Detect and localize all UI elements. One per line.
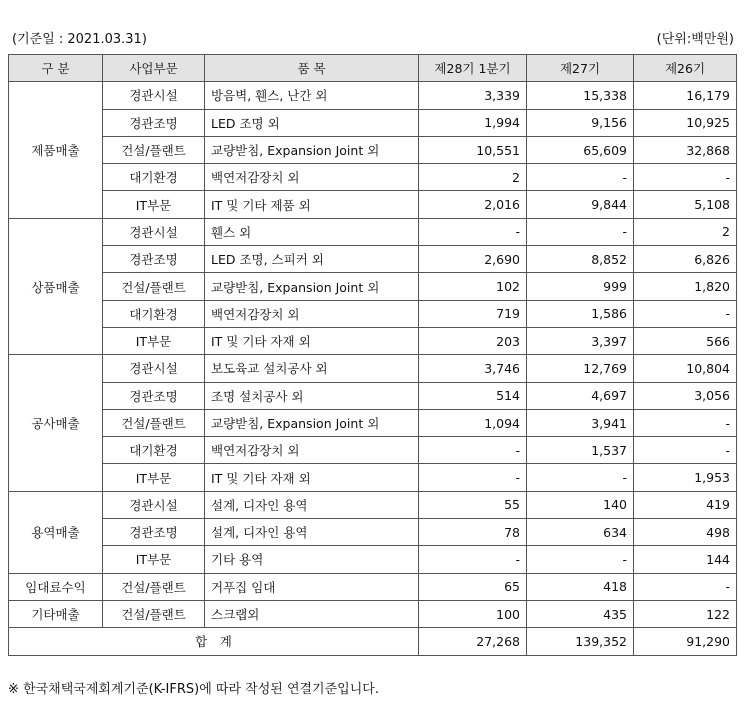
value-27-cell: 65,609 <box>527 136 634 163</box>
table-row <box>9 600 737 627</box>
value-28q1-cell: 719 <box>419 300 527 327</box>
item-cell: 조명 설치공사 외 <box>205 382 419 409</box>
total-row <box>9 628 737 655</box>
value-26-cell: - <box>634 573 737 600</box>
table-row <box>9 382 737 409</box>
division-cell: 경관시설 <box>103 491 205 518</box>
division-cell: 경관시설 <box>103 82 205 109</box>
item-cell: LED 조명, 스피커 외 <box>205 246 419 273</box>
col-header-period-27: 제27기 <box>527 55 634 82</box>
table-row <box>9 437 737 464</box>
value-28q1-cell: 10,551 <box>419 136 527 163</box>
division-cell: 경관조명 <box>103 382 205 409</box>
value-26-cell: 32,868 <box>634 136 737 163</box>
value-27-cell: 3,941 <box>527 409 634 436</box>
value-28q1-cell: 2 <box>419 164 527 191</box>
item-cell: IT 및 기타 제품 외 <box>205 191 419 218</box>
table-row <box>9 218 737 245</box>
division-cell: 건설/플랜트 <box>103 273 205 300</box>
item-cell: IT 및 기타 자재 외 <box>205 327 419 354</box>
table-row <box>9 464 737 491</box>
value-28q1-cell: 65 <box>419 573 527 600</box>
value-27-cell: 999 <box>527 273 634 300</box>
division-cell: 건설/플랜트 <box>103 600 205 627</box>
value-27-cell: 634 <box>527 519 634 546</box>
table-row <box>9 246 737 273</box>
value-27-cell: 9,156 <box>527 109 634 136</box>
division-cell: 경관시설 <box>103 218 205 245</box>
table-row <box>9 136 737 163</box>
value-26-cell: - <box>634 300 737 327</box>
table-header <box>9 55 737 82</box>
value-26-cell: 5,108 <box>634 191 737 218</box>
item-cell: 교량받침, Expansion Joint 외 <box>205 273 419 300</box>
value-26-cell: 16,179 <box>634 82 737 109</box>
value-27-cell: 1,586 <box>527 300 634 327</box>
category-cell: 용역매출 <box>9 491 103 573</box>
col-header-period-28q1: 제28기 1분기 <box>419 55 527 82</box>
table-row <box>9 327 737 354</box>
item-cell: 보도육교 설치공사 외 <box>205 355 419 382</box>
division-cell: 대기환경 <box>103 164 205 191</box>
item-cell: 기타 용역 <box>205 546 419 573</box>
division-cell: 건설/플랜트 <box>103 136 205 163</box>
value-26-cell: 1,820 <box>634 273 737 300</box>
unit-label: (단위:백만원) <box>656 32 734 47</box>
division-cell: 대기환경 <box>103 300 205 327</box>
value-28q1-cell: 102 <box>419 273 527 300</box>
value-27-cell: 1,537 <box>527 437 634 464</box>
item-cell: 방음벽, 휀스, 난간 외 <box>205 82 419 109</box>
footnote: ※ 한국채택국제회계기준(K-IFRS)에 따라 작성된 연결기준입니다. <box>8 682 379 697</box>
value-28q1-cell: 3,339 <box>419 82 527 109</box>
item-cell: 휀스 외 <box>205 218 419 245</box>
value-26-cell: 2 <box>634 218 737 245</box>
value-27-cell: 4,697 <box>527 382 634 409</box>
category-cell: 상품매출 <box>9 218 103 354</box>
value-28q1-cell: 2,690 <box>419 246 527 273</box>
table-row <box>9 300 737 327</box>
value-27-cell: 435 <box>527 600 634 627</box>
item-cell: 백연저감장치 외 <box>205 300 419 327</box>
table-row <box>9 409 737 436</box>
category-cell: 공사매출 <box>9 355 103 491</box>
value-27-cell: 3,397 <box>527 327 634 354</box>
value-28q1-cell: 2,016 <box>419 191 527 218</box>
division-cell: 경관조명 <box>103 109 205 136</box>
table-row <box>9 546 737 573</box>
value-26-cell: 6,826 <box>634 246 737 273</box>
total-label: 합 계 <box>9 628 419 655</box>
division-cell: 경관조명 <box>103 519 205 546</box>
item-cell: IT 및 기타 자재 외 <box>205 464 419 491</box>
value-27-cell: 8,852 <box>527 246 634 273</box>
value-28q1-cell: - <box>419 218 527 245</box>
value-28q1-cell: 55 <box>419 491 527 518</box>
value-27-cell: - <box>527 164 634 191</box>
item-cell: 교량받침, Expansion Joint 외 <box>205 409 419 436</box>
header-row <box>9 55 737 82</box>
item-cell: 설계, 디자인 용역 <box>205 491 419 518</box>
table-body <box>9 82 737 628</box>
division-cell: IT부문 <box>103 464 205 491</box>
division-cell: 건설/플랜트 <box>103 409 205 436</box>
col-header-period-26: 제26기 <box>634 55 737 82</box>
item-cell: LED 조명 외 <box>205 109 419 136</box>
value-28q1-cell: 100 <box>419 600 527 627</box>
total-q28: 27,268 <box>419 628 527 655</box>
division-cell: 경관조명 <box>103 246 205 273</box>
category-cell: 임대료수익 <box>9 573 103 600</box>
value-26-cell: - <box>634 409 737 436</box>
total-y26: 91,290 <box>634 628 737 655</box>
base-date: (기준일 : 2021.03.31) <box>12 32 147 47</box>
division-cell: 대기환경 <box>103 437 205 464</box>
sales-table <box>8 54 737 656</box>
value-26-cell: 10,804 <box>634 355 737 382</box>
value-28q1-cell: - <box>419 464 527 491</box>
value-26-cell: 498 <box>634 519 737 546</box>
value-26-cell: 122 <box>634 600 737 627</box>
value-27-cell: - <box>527 546 634 573</box>
value-26-cell: 10,925 <box>634 109 737 136</box>
value-28q1-cell: - <box>419 546 527 573</box>
value-26-cell: - <box>634 437 737 464</box>
value-28q1-cell: 3,746 <box>419 355 527 382</box>
value-27-cell: - <box>527 464 634 491</box>
table-row <box>9 355 737 382</box>
value-27-cell: - <box>527 218 634 245</box>
value-28q1-cell: 514 <box>419 382 527 409</box>
table-row <box>9 109 737 136</box>
col-header-item: 품 목 <box>205 55 419 82</box>
value-27-cell: 15,338 <box>527 82 634 109</box>
category-cell: 제품매출 <box>9 82 103 218</box>
item-cell: 백연저감장치 외 <box>205 164 419 191</box>
item-cell: 스크랩외 <box>205 600 419 627</box>
value-28q1-cell: 78 <box>419 519 527 546</box>
table-row <box>9 491 737 518</box>
col-header-category: 구 분 <box>9 55 103 82</box>
table-row <box>9 164 737 191</box>
total-y27: 139,352 <box>527 628 634 655</box>
value-28q1-cell: 203 <box>419 327 527 354</box>
value-27-cell: 12,769 <box>527 355 634 382</box>
table-row <box>9 191 737 218</box>
division-cell: 건설/플랜트 <box>103 573 205 600</box>
value-28q1-cell: 1,994 <box>419 109 527 136</box>
value-28q1-cell: - <box>419 437 527 464</box>
value-27-cell: 418 <box>527 573 634 600</box>
item-cell: 설계, 디자인 용역 <box>205 519 419 546</box>
value-27-cell: 140 <box>527 491 634 518</box>
item-cell: 거푸집 임대 <box>205 573 419 600</box>
value-26-cell: 1,953 <box>634 464 737 491</box>
col-header-division: 사업부문 <box>103 55 205 82</box>
value-28q1-cell: 1,094 <box>419 409 527 436</box>
table-row <box>9 519 737 546</box>
value-26-cell: 144 <box>634 546 737 573</box>
division-cell: IT부문 <box>103 191 205 218</box>
division-cell: IT부문 <box>103 546 205 573</box>
value-26-cell: 419 <box>634 491 737 518</box>
value-26-cell: 566 <box>634 327 737 354</box>
division-cell: IT부문 <box>103 327 205 354</box>
value-26-cell: - <box>634 164 737 191</box>
table-row <box>9 82 737 109</box>
table-row <box>9 573 737 600</box>
division-cell: 경관시설 <box>103 355 205 382</box>
value-27-cell: 9,844 <box>527 191 634 218</box>
table-row <box>9 273 737 300</box>
item-cell: 백연저감장치 외 <box>205 437 419 464</box>
category-cell: 기타매출 <box>9 600 103 627</box>
value-26-cell: 3,056 <box>634 382 737 409</box>
item-cell: 교량받침, Expansion Joint 외 <box>205 136 419 163</box>
